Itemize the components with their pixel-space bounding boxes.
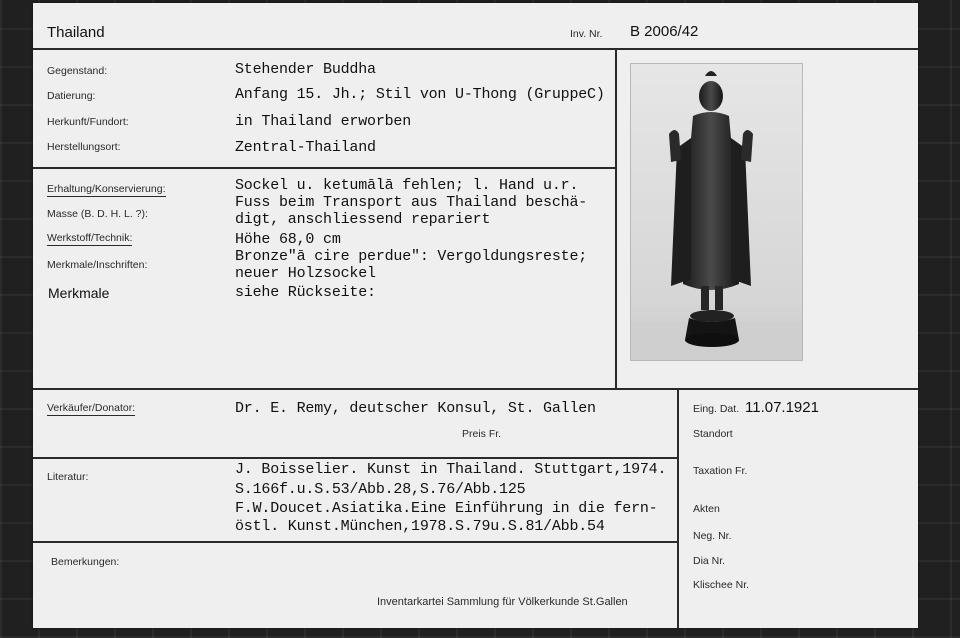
taxation-label: Taxation Fr. [693, 465, 748, 477]
herkunft-value: in Thailand erworben [235, 113, 412, 130]
rule-basic-info [33, 167, 615, 169]
literature-line: S.166f.u.S.53/Abb.28,S.76/Abb.125 [235, 481, 526, 498]
rule-donor [33, 457, 677, 459]
rule-literature [33, 541, 677, 543]
masse-label: Masse (B. D. H. L. ?): [47, 208, 148, 220]
datierung-value: Anfang 15. Jh.; Stil von U-Thong (GruppeC) [235, 86, 605, 103]
literature-line: östl. Kunst.München,1978.S.79u.S.81/Abb.54 [235, 518, 605, 535]
verkaeufer-value: Dr. E. Remy, deutscher Konsul, St. Gallen [235, 400, 596, 417]
herstellungsort-value: Zentral-Thailand [235, 139, 376, 156]
condition-line: digt, anschliessend repariert [235, 211, 491, 228]
gegenstand-label: Gegenstand: [47, 65, 108, 77]
institution-footer: Inventarkartei Sammlung für Völkerkunde St.Gallen [377, 596, 628, 608]
merkmale-handwritten: Merkmale [48, 285, 110, 301]
country-heading: Thailand [47, 24, 105, 41]
herstellungsort-label: Herstellungsort: [47, 141, 121, 153]
inv-label: Inv. Nr. [570, 28, 603, 40]
werkstoff-label: Werkstoff/Technik: [47, 232, 133, 244]
condition-line: Höhe 68,0 cm [235, 231, 341, 248]
condition-line: Bronze"ā cire perdue": Vergoldungsreste; [235, 248, 588, 265]
rule-side-column [677, 388, 679, 628]
condition-line: neuer Holzsockel [235, 265, 376, 282]
literatur-label: Literatur: [47, 471, 89, 483]
neg-label: Neg. Nr. [693, 530, 732, 542]
gegenstand-value: Stehender Buddha [235, 61, 376, 78]
literature-line: F.W.Doucet.Asiatika.Eine Einführung in die fern- [235, 500, 658, 517]
klischee-label: Klischee Nr. [693, 579, 750, 591]
condition-line: siehe Rückseite: [235, 284, 376, 301]
buddha-statue-icon [631, 64, 802, 360]
rule-condition [33, 388, 918, 390]
condition-line: Fuss beim Transport aus Thailand beschä- [235, 194, 588, 211]
bemerkungen-label: Bemerkungen: [51, 556, 120, 568]
condition-line: Sockel u. ketumālā fehlen; l. Hand u.r. [235, 177, 579, 194]
verkaeufer-label: Verkäufer/Donator: [47, 402, 136, 414]
erhaltung-label: Erhaltung/Konservierung: [47, 183, 166, 195]
eing-date: 11.07.1921 [745, 399, 819, 416]
inv-number: B 2006/42 [630, 23, 699, 40]
datierung-label: Datierung: [47, 90, 96, 102]
rule-photo-divider [615, 48, 617, 388]
akten-label: Akten [693, 503, 720, 515]
preis-label: Preis Fr. [462, 428, 502, 440]
buddha-statue-photo [630, 63, 803, 361]
merkmale-label: Merkmale/Inschriften: [47, 259, 148, 271]
standort-label: Standort [693, 428, 733, 440]
literature-line: J. Boisselier. Kunst in Thailand. Stuttgart,1974. [235, 461, 667, 478]
rule-header [33, 48, 918, 50]
dia-label: Dia Nr. [693, 555, 726, 567]
eing-label: Eing. Dat. [693, 403, 740, 415]
inventory-card [33, 3, 918, 628]
herkunft-label: Herkunft/Fundort: [47, 116, 129, 128]
